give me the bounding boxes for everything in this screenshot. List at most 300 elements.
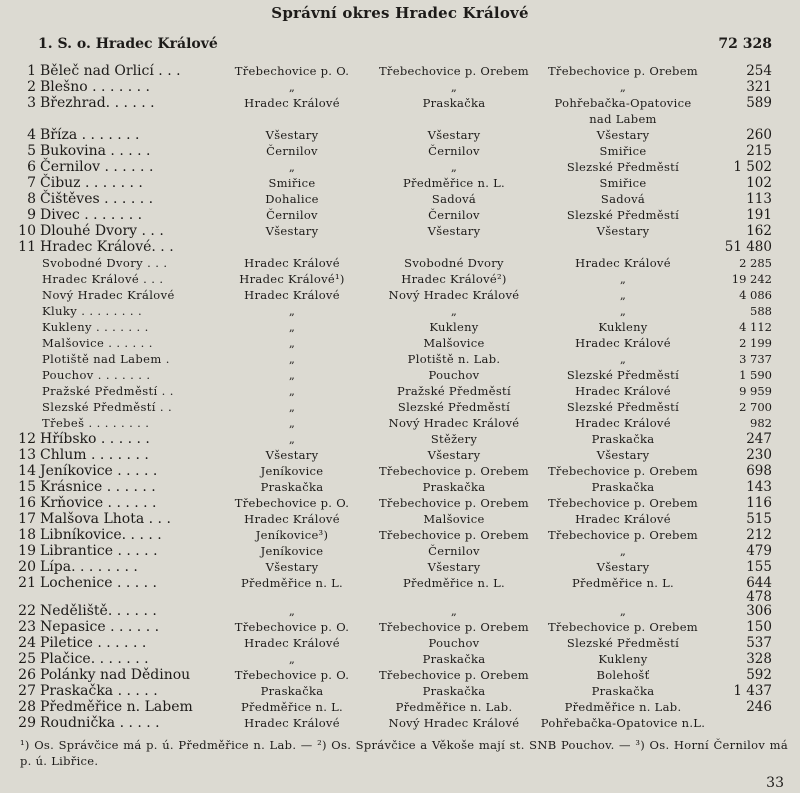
population: 162	[746, 223, 772, 239]
table-row	[0, 651, 800, 667]
col-local-office: Hradec Králové	[244, 636, 340, 650]
table-row	[0, 527, 800, 543]
row-number: 22	[18, 603, 36, 619]
municipality-name-text: Malšovice	[42, 336, 105, 350]
col-post-office: Malšovice	[423, 512, 485, 526]
municipality-name	[40, 431, 150, 447]
municipality-name	[42, 367, 150, 383]
municipality-name	[40, 543, 158, 559]
table-row	[0, 447, 800, 463]
row-number: 16	[18, 495, 36, 511]
population: 478	[746, 589, 772, 605]
population: 230	[746, 447, 772, 463]
col-post-office: Svobodné Dvory	[404, 256, 504, 270]
table-row	[0, 383, 800, 399]
col-local-office: „	[288, 604, 296, 618]
leader-dots: . . .	[143, 256, 168, 270]
table-row	[0, 239, 800, 255]
municipality-name-text: Polánky nad Dědinou	[40, 667, 191, 683]
col-post-office: Nový Hradec Králové	[388, 716, 520, 730]
col-local-office: „	[288, 384, 296, 398]
municipality-name-text: Krásnice	[40, 479, 103, 495]
table-row	[0, 683, 800, 699]
table-row	[0, 63, 800, 79]
leader-dots: . . . . . .	[102, 479, 156, 495]
municipality-name-text: Čibuz	[40, 175, 81, 191]
table-row	[0, 175, 800, 191]
table-row	[0, 431, 800, 447]
population: 215	[746, 143, 772, 159]
table-row	[0, 143, 800, 159]
municipality-name-text: Černilov	[40, 159, 100, 175]
table-row	[0, 303, 800, 319]
col-station: Pohřebačka-Opatovice n.L.	[540, 716, 706, 730]
col-post-office: Nový Hradec Králové	[388, 288, 520, 302]
page-number: 33	[766, 775, 784, 791]
population: 3 737	[739, 352, 772, 366]
municipality-name-text: Třebeš	[42, 416, 85, 430]
col-local-office: Hradec Králové	[244, 96, 340, 110]
population: 2 285	[739, 256, 772, 270]
col-post-office: Třebechovice p. Orebem	[378, 496, 530, 510]
col-local-office: Třebechovice p. O.	[234, 64, 350, 78]
col-local-office: Smiřice	[268, 176, 316, 190]
municipality-name-text: Libníkovice	[40, 527, 122, 543]
municipality-name	[40, 559, 138, 575]
leader-dots: . . . . . . .	[91, 320, 149, 334]
municipality-name	[40, 651, 149, 667]
col-post-office: Třebechovice p. Orebem	[378, 464, 530, 478]
municipality-name	[42, 271, 163, 287]
table-row	[0, 255, 800, 271]
municipality-name	[40, 635, 146, 651]
row-number: 3	[27, 95, 36, 111]
municipality-name	[40, 239, 174, 255]
municipality-name-text: Piletice	[40, 635, 93, 651]
population: 321	[746, 79, 772, 95]
municipality-name	[40, 79, 150, 95]
row-number: 10	[18, 223, 36, 239]
population: 592	[746, 667, 772, 683]
leader-dots: . . . . .	[115, 715, 160, 731]
municipality-name	[42, 383, 174, 399]
municipality-name-text: Hříbsko	[40, 431, 97, 447]
municipality-name-text: Praskačka	[40, 683, 114, 699]
row-number: 23	[18, 619, 36, 635]
municipality-name-text: Jeníkovice	[40, 463, 113, 479]
col-post-office: Černilov	[428, 208, 480, 222]
col-local-office: Všestary	[265, 448, 319, 462]
municipality-name	[42, 319, 149, 335]
leader-dots: . . . . . . .	[86, 447, 149, 463]
leader-dots: . . . . . .	[104, 336, 153, 350]
row-number: 17	[18, 511, 36, 527]
leader-dots: . . . . . .	[105, 619, 160, 635]
population: 1 502	[733, 159, 772, 175]
leader-dots: . . . . .	[105, 143, 151, 159]
col-station: „	[619, 544, 627, 558]
col-post-office: Pražské Předměstí	[397, 384, 511, 398]
population: 4 112	[739, 320, 772, 334]
municipality-name	[40, 683, 158, 699]
row-number: 15	[18, 479, 36, 495]
population: 150	[746, 619, 772, 635]
table-row	[0, 699, 800, 715]
col-station: Slezské Předměstí	[566, 368, 680, 382]
col-station: Třebechovice p. Orebem	[547, 64, 699, 78]
row-number: 4	[27, 127, 36, 143]
municipality-name-text: Divec	[40, 207, 80, 223]
municipality-name	[40, 127, 140, 143]
municipality-name	[40, 715, 160, 731]
district-total: 72 328	[718, 36, 772, 52]
municipality-name	[40, 527, 162, 543]
col-station: Slezské Předměstí	[566, 160, 680, 174]
population: 2 199	[739, 336, 772, 350]
col-local-office: Všestary	[265, 560, 319, 574]
col-post-office: Třebechovice p. Orebem	[378, 668, 530, 682]
table-row	[0, 495, 800, 511]
col-station: Všestary	[596, 560, 650, 574]
municipality-name-text: Blešno	[40, 79, 88, 95]
col-local-office: Černilov	[266, 208, 318, 222]
municipality-name	[42, 399, 172, 415]
col-post-office: Hradec Králové²)	[401, 272, 507, 286]
population: 537	[746, 635, 772, 651]
col-post-office: Kukleny	[429, 320, 479, 334]
municipality-name-text: Předměřice n. Labem	[40, 699, 193, 715]
row-number: 7	[27, 175, 36, 191]
table-row	[0, 207, 800, 223]
leader-dots: . . . . . .	[96, 431, 150, 447]
municipality-name-text: Plačice	[40, 651, 91, 667]
row-number: 2	[27, 79, 36, 95]
municipality-name-text: Kukleny	[42, 320, 92, 334]
col-local-office: Předměřice n. L.	[241, 576, 343, 590]
leader-dots: . .	[157, 384, 174, 398]
col-station: Praskačka	[591, 432, 655, 446]
table-row	[0, 511, 800, 527]
table-row	[0, 271, 800, 287]
population: 246	[746, 699, 772, 715]
leader-dots: . . . . .	[112, 463, 158, 479]
col-station: Hradec Králové	[575, 336, 671, 350]
col-station: Předměřice n. L.	[572, 576, 674, 590]
row-number: 11	[18, 239, 36, 255]
population: 328	[746, 651, 772, 667]
leader-dots: . . . . .	[113, 683, 158, 699]
col-local-office: Hradec Králové	[244, 512, 340, 526]
leader-dots: . . . . .	[121, 527, 162, 543]
col-station: „	[619, 604, 627, 618]
table-row	[0, 95, 800, 111]
col-local-office: Hradec Králové	[244, 716, 340, 730]
col-post-office: Praskačka	[422, 652, 486, 666]
row-number: 20	[18, 559, 36, 575]
table-row	[0, 127, 800, 143]
col-post-office: Všestary	[427, 448, 481, 462]
population: 113	[746, 191, 772, 207]
col-local-office: Jeníkovice³)	[255, 528, 329, 542]
col-post-office: Malšovice	[423, 336, 485, 350]
population: 247	[746, 431, 772, 447]
municipality-name	[42, 415, 149, 431]
col-local-office: „	[288, 416, 296, 430]
municipality-name-text: Neděliště	[40, 603, 108, 619]
col-post-office: Předměřice n. Lab.	[395, 700, 513, 714]
table-row	[0, 79, 800, 95]
municipality-name	[40, 223, 164, 239]
municipality-name-text: Běleč nad Orlicí	[40, 63, 154, 79]
municipality-name-text: Pouchov	[42, 368, 94, 382]
col-station: „	[619, 272, 627, 286]
leader-dots: . . . . . . . .	[77, 304, 143, 318]
municipality-name	[42, 351, 170, 367]
municipality-name-text: Čištěves	[40, 191, 100, 207]
leader-dots: . . . . . . .	[77, 127, 140, 143]
leader-dots: . . . . .	[113, 543, 158, 559]
col-post-office: „	[450, 80, 458, 94]
municipality-name	[40, 479, 156, 495]
col-post-office: Třebechovice p. Orebem	[378, 64, 530, 78]
col-local-office: „	[288, 160, 296, 174]
col-local-office: „	[288, 80, 296, 94]
col-station: Všestary	[596, 128, 650, 142]
population: 51 480	[724, 239, 772, 255]
population: 116	[746, 495, 772, 511]
table-row	[0, 399, 800, 415]
leader-dots: . . . . . . .	[80, 175, 143, 191]
municipality-name	[40, 207, 142, 223]
col-station: Hradec Králové	[575, 384, 671, 398]
leader-dots: . . . . . . .	[79, 207, 143, 223]
col-local-office: Všestary	[265, 224, 319, 238]
col-post-office: Stěžery	[430, 432, 478, 446]
col-local-office: Dohalice	[265, 192, 319, 206]
col-station: „	[619, 352, 627, 366]
municipality-name	[40, 63, 181, 79]
col-local-office: „	[288, 368, 296, 382]
col-local-office: „	[288, 652, 296, 666]
col-local-office: Černilov	[266, 144, 318, 158]
col-local-office: „	[288, 432, 296, 446]
leader-dots: . . . . . . . .	[84, 416, 150, 430]
col-station: Hradec Králové	[575, 416, 671, 430]
table-row	[0, 367, 800, 383]
col-post-office: Pouchov	[428, 368, 480, 382]
col-station: Praskačka	[591, 684, 655, 698]
population: 4 086	[739, 288, 772, 302]
table-row	[0, 667, 800, 683]
col-post-office: Sadová	[431, 192, 477, 206]
municipality-name	[42, 303, 142, 319]
population: 191	[746, 207, 772, 223]
table-row	[0, 635, 800, 651]
col-post-office: Plotiště n. Lab.	[407, 352, 501, 366]
municipality-name-text: Malšova Lhota	[40, 511, 145, 527]
leader-dots: . . . . . .	[92, 635, 147, 651]
col-station: Smiřice	[599, 176, 647, 190]
municipality-name-text: Roudnička	[40, 715, 116, 731]
municipality-name	[40, 699, 193, 715]
col-station: Praskačka	[591, 480, 655, 494]
col-post-office: Předměřice n. L.	[403, 576, 505, 590]
col-post-office: Třebechovice p. Orebem	[378, 528, 530, 542]
leader-dots: . . . . . . .	[93, 368, 151, 382]
col-post-office: Praskačka	[422, 684, 486, 698]
col-post-office: Nový Hradec Králové	[388, 416, 520, 430]
table-row	[0, 111, 800, 127]
leader-dots: . . . . . . . .	[71, 559, 138, 575]
col-post-office: „	[450, 304, 458, 318]
row-number: 29	[18, 715, 36, 731]
col-post-office: Všestary	[427, 560, 481, 574]
municipality-name	[40, 619, 159, 635]
col-post-office: „	[450, 160, 458, 174]
col-station: Slezské Předměstí	[566, 636, 680, 650]
population: 155	[746, 559, 772, 575]
table-row	[0, 603, 800, 619]
col-local-office: Jeníkovice	[260, 464, 324, 478]
leader-dots: . . .	[151, 239, 174, 255]
col-station: Všestary	[596, 448, 650, 462]
row-number: 9	[27, 207, 36, 223]
population: 143	[746, 479, 772, 495]
col-local-office: Všestary	[265, 128, 319, 142]
municipality-name	[40, 463, 157, 479]
leader-dots: . . . . .	[112, 575, 158, 591]
col-local-office: Třebechovice p. O.	[234, 620, 350, 634]
col-local-office: „	[288, 352, 296, 366]
row-number: 25	[18, 651, 36, 667]
municipality-name-text: Nepasice	[40, 619, 106, 635]
leader-dots: . . . . . . .	[90, 651, 149, 667]
municipality-name	[40, 603, 157, 619]
table-row	[0, 559, 800, 575]
municipality-name-text: Nový Hradec Králové	[42, 288, 175, 302]
col-station: Předměřice n. Lab.	[564, 700, 682, 714]
municipality-name	[40, 191, 153, 207]
col-local-office: Hradec Králové	[244, 288, 340, 302]
municipality-name-text: Bukovina	[40, 143, 106, 159]
population: 982	[750, 416, 772, 430]
row-number: 14	[18, 463, 36, 479]
row-number: 1	[27, 63, 36, 79]
district-header: 1. S. o. Hradec Králové	[38, 36, 218, 52]
municipality-name-text: Slezské Předměstí	[42, 400, 156, 414]
col-post-office: Předměřice n. L.	[403, 176, 505, 190]
col-station: Všestary	[596, 224, 650, 238]
row-number: 28	[18, 699, 36, 715]
population: 515	[746, 511, 772, 527]
municipality-name-text: Lípa	[40, 559, 72, 575]
col-station: Hradec Králové	[575, 256, 671, 270]
col-local-office: „	[288, 304, 296, 318]
leader-dots: . . . . . .	[103, 495, 157, 511]
population: 589	[746, 95, 772, 111]
col-post-office: Praskačka	[422, 480, 486, 494]
municipality-name-text: Kluky	[42, 304, 78, 318]
col-local-office: Hradec Králové	[244, 256, 340, 270]
municipality-name	[40, 143, 150, 159]
municipality-name	[42, 287, 175, 303]
col-local-office: Praskačka	[260, 684, 324, 698]
municipality-name-text: Dlouhé Dvory	[40, 223, 138, 239]
population: 479	[746, 543, 772, 559]
row-number: 26	[18, 667, 36, 683]
row-number: 5	[27, 143, 36, 159]
municipality-name	[40, 159, 153, 175]
row-number: 6	[27, 159, 36, 175]
col-station: „	[619, 80, 627, 94]
municipality-name-text: Hradec Králové	[42, 272, 140, 286]
col-local-office: „	[288, 336, 296, 350]
leader-dots: . . . . . .	[107, 603, 157, 619]
col-station: „	[619, 288, 627, 302]
table-row	[0, 335, 800, 351]
municipality-name-text: Plotiště nad Labem	[42, 352, 162, 366]
leader-dots: . . .	[139, 272, 164, 286]
population: 212	[746, 527, 772, 543]
col-station: Třebechovice p. Orebem	[547, 464, 699, 478]
table-row	[0, 463, 800, 479]
table-row	[0, 351, 800, 367]
population: 306	[746, 603, 772, 619]
municipality-name	[42, 255, 167, 271]
row-number: 13	[18, 447, 36, 463]
table-row	[0, 223, 800, 239]
col-post-office: Třebechovice p. Orebem	[378, 620, 530, 634]
col-station: Třebechovice p. Orebem	[547, 528, 699, 542]
table-row	[0, 159, 800, 175]
table-row	[0, 543, 800, 559]
population: 19 242	[731, 272, 772, 286]
table-row	[0, 415, 800, 431]
leader-dots: . . . . . .	[100, 159, 154, 175]
municipality-name-text: Bříza	[40, 127, 78, 143]
col-station: Sadová	[600, 192, 646, 206]
municipality-name-text: Svobodné Dvory	[42, 256, 144, 270]
population: 254	[746, 63, 772, 79]
table-row	[0, 619, 800, 635]
row-number: 21	[18, 575, 36, 591]
col-local-office: „	[288, 320, 296, 334]
col-station: Bolehošť	[596, 668, 650, 682]
col-station: Třebechovice p. Orebem	[547, 496, 699, 510]
col-post-office: Černilov	[428, 544, 480, 558]
municipality-name	[40, 495, 157, 511]
population: 698	[746, 463, 772, 479]
col-post-office: Všestary	[427, 224, 481, 238]
col-station: „	[619, 304, 627, 318]
population: 2 700	[739, 400, 772, 414]
footnotes: ¹) Os. Správčice má p. ú. Předměřice n. Lab. — ²) Os. Správčice a Věkoše mají st. SNB Pouchov. — ³) Os. Horní Černilov má p. ú. Libřice.	[20, 738, 788, 768]
row-number: 19	[18, 543, 36, 559]
municipality-name	[42, 335, 153, 351]
leader-dots: . . . . . .	[105, 95, 155, 111]
col-post-office: „	[450, 604, 458, 618]
municipality-name	[40, 95, 155, 111]
col-local-office: Třebechovice p. O.	[234, 668, 350, 682]
col-station: nad Labem	[589, 112, 657, 126]
row-number: 24	[18, 635, 36, 651]
leader-dots: .	[161, 352, 170, 366]
population: 1 590	[739, 368, 772, 382]
municipality-name-text: Krňovice	[40, 495, 104, 511]
municipality-name	[40, 511, 171, 527]
municipality-name-text: Chlum	[40, 447, 87, 463]
col-station: Kukleny	[598, 652, 648, 666]
